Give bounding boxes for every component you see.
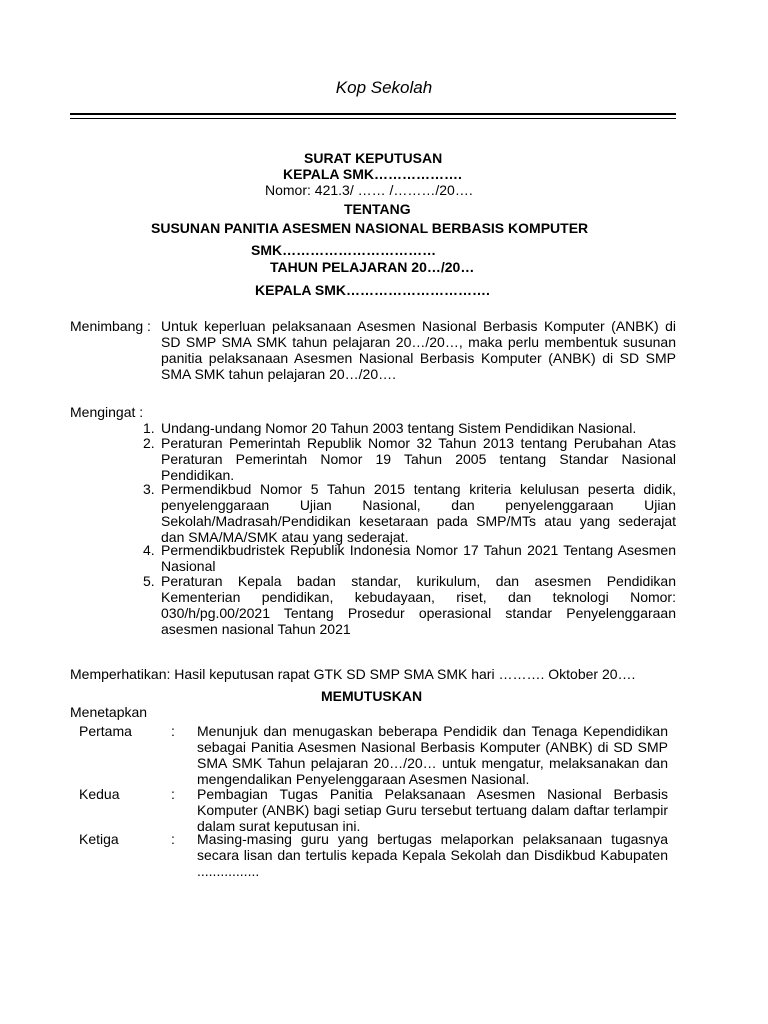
mengingat-item-text: Permendikbud Nomor 5 Tahun 2015 tentang kriteria kelulusan peserta didik, penyelenggaraan Ujian Nasional, dan penyelenggaraan Ujian Sekolah/Madrasah/Pendidikan kesetaraan pada SMP/MTs atau yang sederajat dan SMA/MA/SMK atau yang sederajat. xyxy=(161,481,676,545)
decree-tentang: TENTANG xyxy=(344,201,411,217)
mengingat-item-text: Peraturan Pemerintah Republik Nomor 32 Tahun 2013 tentang Perubahan Atas Peraturan Pemerintah Nomor 19 Tahun 2005 tentang Standar Nasional Pendidikan. xyxy=(161,435,676,483)
menetapkan-item-label: Pertama xyxy=(79,723,132,739)
menetapkan-item-label: Kedua xyxy=(79,786,120,802)
mengingat-item-text: Undang-undang Nomor 20 Tahun 2003 tentang Sistem Pendidikan Nasional. xyxy=(161,420,637,436)
mengingat-item-number: 4. xyxy=(143,542,155,558)
mengingat-item-text: Permendikbudristek Republik Indonesia Nomor 17 Tahun 2021 Tentang Asesmen Nasional xyxy=(161,542,676,574)
menetapkan-item-text: Pembagian Tugas Panitia Pelaksanaan Asesmen Nasional Berbasis Komputer (ANBK) bagi setiap Guru tersebut tertuang dalam daftar terlampir dalam surat keputusan ini. xyxy=(197,786,668,834)
menetapkan-item-colon: : xyxy=(171,786,175,802)
letterhead-rule-thin xyxy=(70,118,676,119)
memperhatikan-text: Memperhatikan: Hasil keputusan rapat GTK SD SMP SMA SMK hari ………. Oktober 20…. xyxy=(70,666,636,682)
letterhead-placeholder: Kop Sekolah xyxy=(335,78,433,97)
letterhead-rule-thick xyxy=(70,113,676,115)
memutuskan-heading: MEMUTUSKAN xyxy=(321,688,423,704)
mengingat-item-number: 2. xyxy=(143,435,155,451)
decree-school: SMK…………………………… xyxy=(251,242,437,258)
mengingat-item-number: 1. xyxy=(143,420,155,436)
decree-subject: SUSUNAN PANITIA ASESMEN NASIONAL BERBASIS KOMPUTER xyxy=(151,220,589,236)
menetapkan-item-colon: : xyxy=(171,831,175,847)
menimbang-text: Untuk keperluan pelaksanaan Asesmen Nasional Berbasis Komputer (ANBK) di SD SMP SMA SMK tahun pelajaran 20…/20…, maka perlu membentuk susunan panitia pelaksanaan Asesmen Nasional Berbasis Komputer (ANBK) di SD SMP SMA SMK tahun pelajaran 20…/20…. xyxy=(161,318,676,382)
menetapkan-item-colon: : xyxy=(171,723,175,739)
menetapkan-item-text: Masing-masing guru yang bertugas melaporkan pelaksanaan tugasnya secara lisan dan tertulis kepada Kepala Sekolah dan Disdikbud Kabupaten ................ xyxy=(197,831,668,879)
menimbang-label: Menimbang : xyxy=(70,318,151,334)
decree-kepala: KEPALA SMK…………………………. xyxy=(255,282,490,298)
decree-title: SURAT KEPUTUSAN xyxy=(304,150,443,166)
mengingat-label: Mengingat : xyxy=(70,404,144,420)
menetapkan-label: Menetapkan xyxy=(70,704,148,720)
mengingat-item-number: 5. xyxy=(143,573,155,589)
mengingat-item-text: Peraturan Kepala badan standar, kurikulum, dan asesmen Pendidikan Kementerian pendidikan, kebudayaan, riset, dan teknologi Nomor: 030/h/pg.00/2021 Tentang Prosedur operasional standar Penyelenggaraan asesmen nasional Tahun 2021 xyxy=(161,573,676,637)
decree-number: Nomor: 421.3/ …… /………/20…. xyxy=(265,182,473,198)
decree-year: TAHUN PELAJARAN 20…/20… xyxy=(270,259,475,275)
menetapkan-item-text: Menunjuk dan menugaskan beberapa Pendidik dan Tenaga Kependidikan sebagai Panitia Asesmen Nasional Berbasis Komputer (ANBK) di SD SMP SMA SMK Tahun pelajaran 20…/20… untuk mengatur, melaksanakan dan mengendalikan Penyelenggaraan Asesmen Nasional. xyxy=(197,723,668,787)
menetapkan-item-label: Ketiga xyxy=(79,831,119,847)
decree-issuer: KEPALA SMK………………. xyxy=(283,166,462,182)
mengingat-item-number: 3. xyxy=(143,481,155,497)
